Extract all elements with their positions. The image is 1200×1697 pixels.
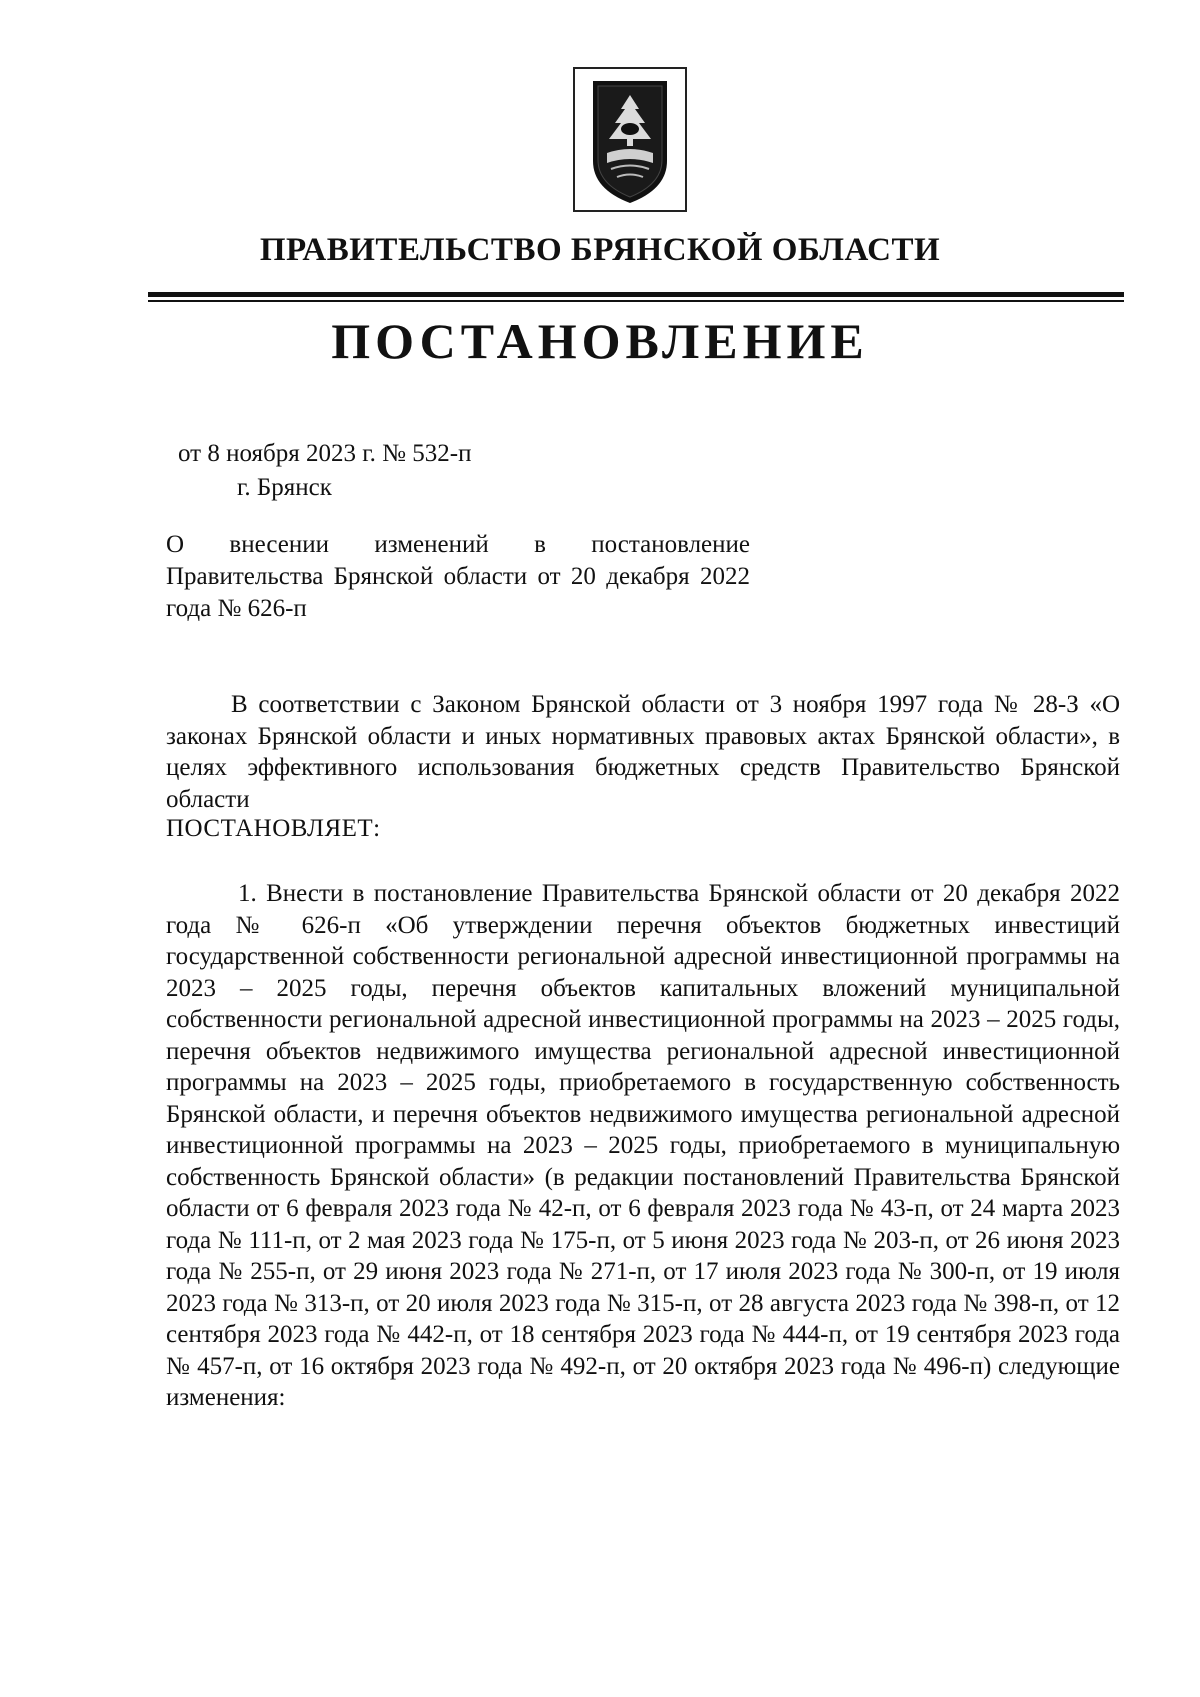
- preamble-paragraph: В соответствии с Законом Брянской области от 3 ноября 1997 года № 28-З «О законах Брянской области и иных нормативных правовых актах Брянской области», в целях эффективного использования бюджетных средств Правительство Брянской области: [166, 691, 1120, 813]
- government-name: ПРАВИТЕЛЬСТВО БРЯНСКОЙ ОБЛАСТИ: [259, 232, 941, 268]
- document-type-title: ПОСТАНОВЛЕНИЕ: [331, 313, 869, 369]
- document-city: г. Брянск: [237, 474, 332, 501]
- coat-of-arms-icon: [573, 67, 687, 212]
- document-subject: О внесении изменений в постановление Правительства Брянской области от 20 декабря 2022 года № 626-п: [166, 531, 750, 622]
- document-date-number: от 8 ноября 2023 г. № 532-п: [178, 440, 472, 467]
- header-rule-thin: [148, 300, 1124, 302]
- decree-heading: ПОСТАНОВЛЯЕТ:: [166, 815, 381, 842]
- header-rule-thick: [148, 292, 1124, 297]
- point-1-paragraph: 1. Внести в постановление Правительства Брянской области от 20 декабря 2022 года № 626-п «Об утверждении перечня объектов бюджетных инвестиций государственной собственности региональной адресной инвестиционной программы на 2023 – 2025 годы, перечня объектов капитальных вложений муниципальной собственности региональной адресной инвестиционной программы на 2023 – 2025 годы, перечня объектов недвижимого имущества региональной адресной инвестиционной программы на 2023 – 2025 годы, приобретаемого в государственную собственность Брянской области, и перечня объектов недвижимого имущества региональной адресной инвестиционной программы на 2023 – 2025 годы, приобретаемого в муниципальную собственность Брянской области» (в редакции постановлений Правительства Брянской области от 6 февраля 2023 года № 42-п, от 6 февраля 2023 года № 43-п, от 24 марта 2023 года № 111-п, от 2 мая 2023 года № 175-п, от 5 июня 2023 года № 203-п, от 26 июня 2023 года № 255-п, от 29 июня 2023 года № 271-п, от 17 июля 2023 года № 300-п, от 19 июля 2023 года № 313-п, от 20 июля 2023 года № 315-п, от 28 августа 2023 года № 398-п, от 12 сентября 2023 года № 442-п, от 18 сентября 2023 года № 444-п, от 19 сентября 2023 года № 457-п, от 16 октября 2023 года № 492-п, от 20 октября 2023 года № 496-п) следующие изменения:: [166, 880, 1120, 1411]
